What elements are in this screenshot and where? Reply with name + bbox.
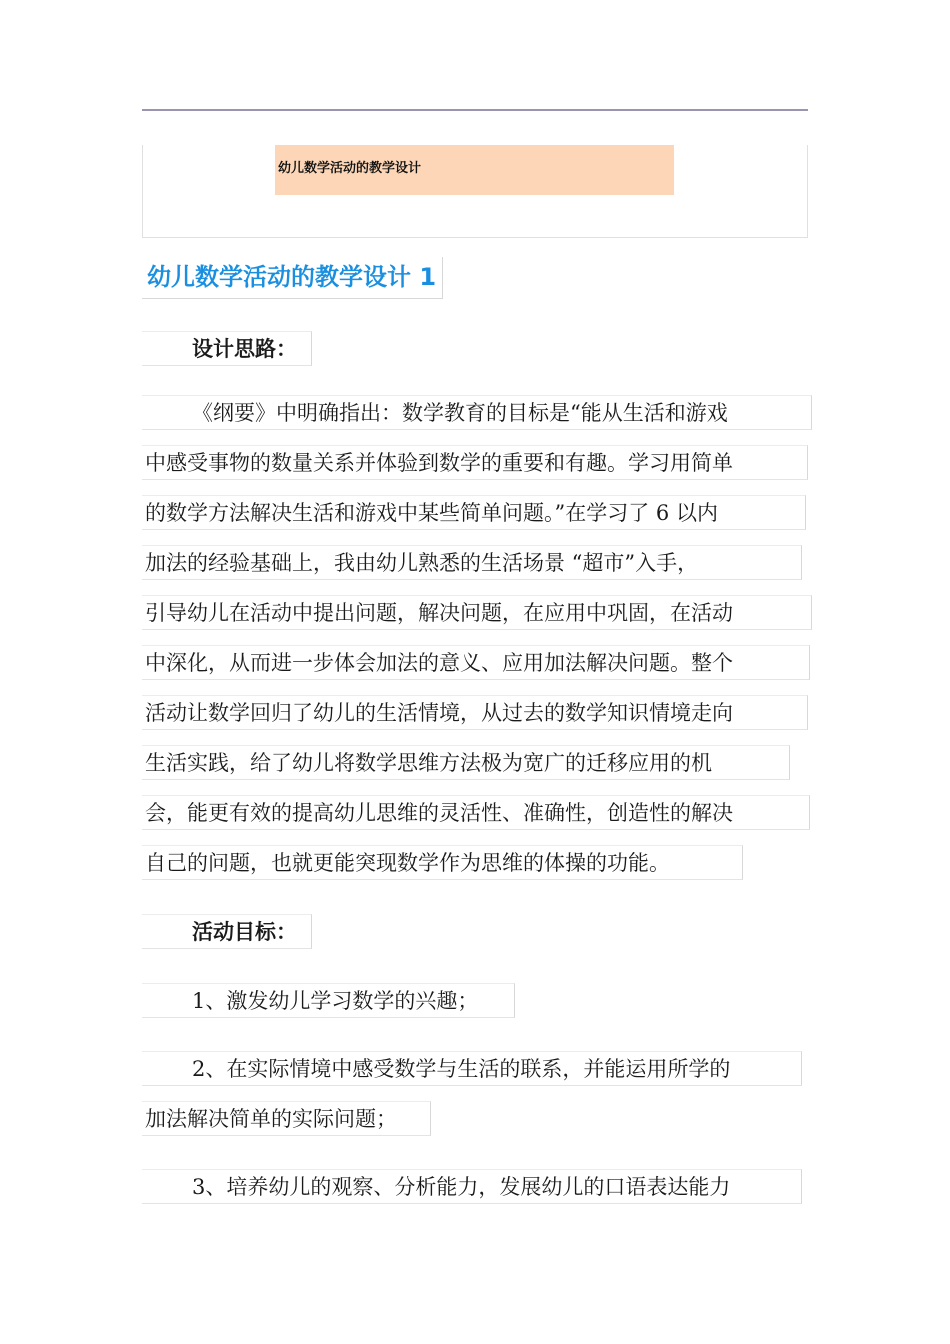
paragraph-line: 自己的问题，也就更能突现数学作为思维的体操的功能。 bbox=[142, 845, 743, 880]
goal-item-3: 3、培养幼儿的观察、分析能力，发展幼儿的口语表达能力 bbox=[142, 1169, 802, 1204]
paragraph-line: 加法的经验基础上，我由幼儿熟悉的生活场景 “超市”入手， bbox=[142, 545, 802, 580]
goal-item-2-line-1: 2、在实际情境中感受数学与生活的联系，并能运用所学的 bbox=[142, 1051, 802, 1086]
goal-item-1: 1、激发幼儿学习数学的兴趣； bbox=[142, 983, 515, 1018]
paragraph-line: 活动让数学回归了幼儿的生活情境，从过去的数学知识情境走向 bbox=[142, 695, 808, 730]
goal-item-2-line-2: 加法解决简单的实际问题； bbox=[142, 1101, 431, 1136]
document-title: 幼儿数学活动的教学设计 1 bbox=[142, 257, 443, 299]
paragraph-line: 生活实践，给了幼儿将数学思维方法极为宽广的迁移应用的机 bbox=[142, 745, 790, 780]
paragraph-line: 的数学方法解决生活和游戏中某些简单问题。”在学习了 6 以内 bbox=[142, 495, 806, 530]
section-heading-design: 设计思路： bbox=[142, 331, 312, 366]
paragraph-line: 中感受事物的数量关系并体验到数学的重要和有趣。学习用简单 bbox=[142, 445, 808, 480]
header-banner-title: 幼儿数学活动的教学设计 bbox=[275, 145, 674, 195]
paragraph-line: 《纲要》中明确指出：数学教育的目标是“能从生活和游戏 bbox=[142, 395, 812, 430]
paragraph-line: 会，能更有效的提高幼儿思维的灵活性、准确性，创造性的解决 bbox=[142, 795, 810, 830]
paragraph-line: 中深化，从而进一步体会加法的意义、应用加法解决问题。整个 bbox=[142, 645, 810, 680]
header-rule bbox=[142, 109, 808, 111]
section-heading-goals: 活动目标： bbox=[142, 914, 312, 949]
paragraph-line: 引导幼儿在活动中提出问题，解决问题，在应用中巩固，在活动 bbox=[142, 595, 812, 630]
